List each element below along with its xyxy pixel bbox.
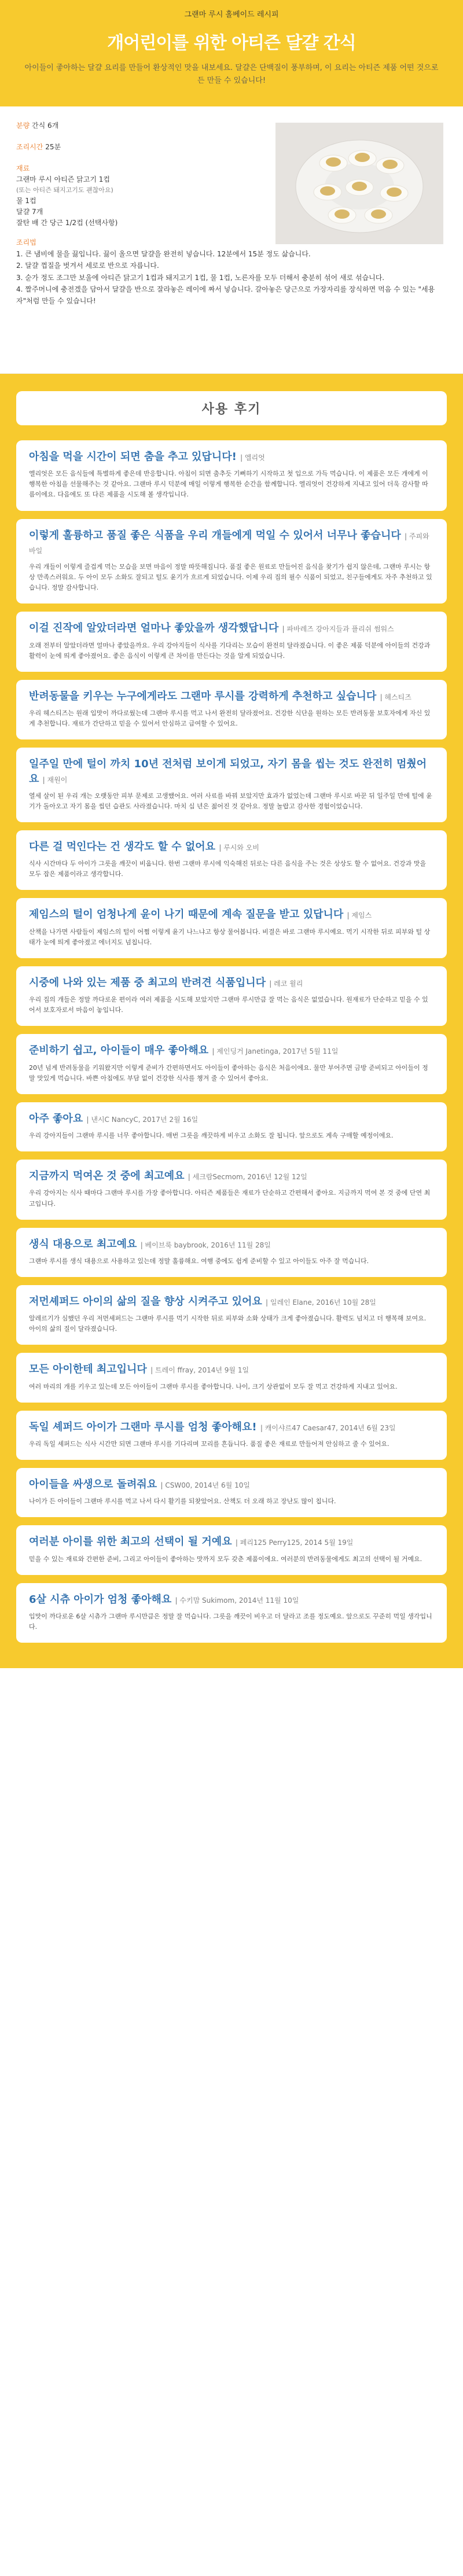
review-title	[29, 1043, 434, 1058]
review-title	[29, 1169, 434, 1183]
ingredient-item: 달걀 7개	[16, 208, 43, 216]
review-card	[16, 1102, 447, 1151]
reviews-title: 사용 후기	[201, 402, 262, 417]
review-body: 20년 넘게 반려동물을 키워왔지만 이렇게 준비가 간편하면서도 아이들이 좋아하는 음식은 처음이에요. 물만 부어주면 금방 준비되고 아이들이 정말 맛있게 먹습니다. 바쁜 아침에도 부담 없이 건강한 식사를 챙겨 줄 수 있어서 좋아요.	[29, 1063, 428, 1082]
serving-label: 분량	[16, 122, 30, 130]
review-title	[29, 1534, 434, 1549]
review-card	[16, 1468, 447, 1517]
brand-label: 그랜마 루시 홀베이드 레시피	[184, 10, 279, 19]
review-body: 산책을 나가면 사람들이 제임스의 털이 어쩜 이렇게 윤기 나느냐고 항상 물어봅니다. 비결은 바로 그랜마 루시예요. 먹기 시작한 뒤로 피부와 털 상태가 눈에 띄게 좋아졌고 에너지도 넘칩니다.	[29, 928, 431, 946]
review-title	[29, 1362, 434, 1377]
review-title	[29, 450, 434, 464]
review-headline: 6살 시츄 아이가 엄청 좋아해요	[29, 1593, 172, 1606]
review-headline: 모든 아이한테 최고입니다	[29, 1363, 147, 1376]
review-byline: | 루시와 오비	[219, 844, 259, 852]
review-title	[29, 1294, 434, 1309]
step-item: 2. 달걀 껍질을 벗겨서 세로로 반으로 자릅니다.	[16, 262, 159, 270]
steps-list	[16, 248, 447, 307]
review-body: 우리 헤스티즈는 원래 입맛이 까다로웠는데 그랜마 루시를 먹고 나서 완전히 달라졌어요. 건강한 식단을 원하는 모든 반려동물 보호자에게 자신 있게 추천합니다. 재료가 간단하고 믿을 수 있어서 안심하고 급여할 수 있어요.	[29, 709, 431, 728]
review-byline: | 트레이 ffray, 2014년 9월 1일	[150, 1366, 249, 1375]
review-byline: | 레코 윌리	[269, 979, 303, 988]
review-card	[16, 1353, 447, 1402]
steps-block	[16, 237, 447, 307]
review-body: 엘리엇은 모든 음식들에 특별하게 좋은데 반응합니다. 아침이 되면 춤추듯 기뻐하기 시작하고 첫 입으로 가득 먹습니다. 이 제품은 모든 개에게 이 행복한 아침을 선물해주는 것 같아요. 그랜마 루시 덕분에 매일 이렇게 행복한 순간을 함께합니다. 엘리엇이 건강하게 지내고 있어 더욱 감사할 따름이에요. 다음에도 또 다른 제품을 시도해 볼 생각입니다.	[29, 470, 428, 499]
review-headline: 준비하기 쉽고, 아이들이 매우 좋아해요	[29, 1044, 209, 1057]
review-title	[29, 1237, 434, 1252]
review-card	[16, 440, 447, 511]
review-title	[29, 1420, 434, 1434]
review-title	[29, 1592, 434, 1607]
review-headline: 저먼셰퍼드 아이의 삶의 질을 향상 시켜주고 있어요	[29, 1296, 262, 1308]
review-body: 우리 강아지는 식사 때마다 그랜마 루시를 가장 좋아합니다. 아티즌 제품들은 재료가 단순하고 간편해서 좋아요. 지금까지 먹여 본 것 중에 단연 최고입니다.	[29, 1189, 431, 1208]
review-headline: 이렇게 훌륭하고 품질 좋은 식품을 우리 개들에게 먹일 수 있어서 너무나 좋습니다	[29, 529, 401, 542]
review-byline: | 낸시C NancyC, 2017년 2월 16일	[86, 1115, 199, 1124]
review-byline: | 세크람Secmom, 2016년 12월 12일	[188, 1173, 307, 1182]
review-card	[16, 898, 447, 958]
ingredients-label: 재료	[16, 164, 30, 172]
review-headline: 독일 셰퍼드 아이가 그랜마 루시를 엄청 좋아해요!	[29, 1421, 257, 1433]
review-card	[16, 680, 447, 739]
review-title	[29, 757, 434, 786]
serving-value: 간식 6개	[32, 122, 59, 130]
review-card	[16, 748, 447, 822]
review-headline: 아침을 먹을 시간이 되면 춤을 추고 있답니다!	[29, 451, 237, 463]
step-item: 1. 큰 냄비에 물을 끓입니다. 끓이 올으면 달걀을 완전히 넣습니다. 12분에서 15분 정도 삶습니다.	[16, 249, 311, 258]
review-headline: 제임스의 털이 엄청나게 윤이 나기 때문에 계속 질문을 받고 있답니다	[29, 908, 344, 921]
ingredient-item: 그랜마 루시 아티즌 닭고기 1컵	[16, 175, 110, 184]
review-body: 그랜마 루시를 생식 대용으로 사용하고 있는데 정말 훌륭해요. 여행 중에도 쉽게 준비할 수 있고 아이들도 아주 잘 먹습니다.	[29, 1257, 369, 1265]
review-body: 열세 살이 된 우리 개는 오랫동안 피부 문제로 고생했어요. 여러 사료를 바꿔 보았지만 효과가 없었는데 그랜마 루시로 바꾼 뒤 일주일 만에 털에 윤기가 돌아오고 자기 몸을 씹던 습관도 사라졌습니다. 마치 십 년은 젊어진 것 같아요. 정말 놀랍고 감사한 경험이었습니다.	[29, 792, 432, 810]
review-byline: | 헤스티즈	[380, 693, 411, 701]
review-headline: 아주 좋아요	[29, 1112, 83, 1125]
review-byline: | CSW00, 2014년 6월 10일	[160, 1481, 250, 1490]
review-headline: 여러분 아이를 위한 최고의 선택이 될 거예요	[29, 1536, 232, 1548]
review-headline: 지금까지 먹여온 것 중에 최고예요	[29, 1170, 185, 1183]
review-card	[16, 612, 447, 671]
review-byline: | 페리125 Perry125, 2014 5월 19일	[235, 1539, 354, 1547]
review-body: 우리 집의 개들은 정말 까다로운 편이라 여러 제품을 시도해 보았지만 그랜마 루시만큼 잘 먹는 음식은 없었습니다. 원재료가 단순하고 믿을 수 있어서 보호자로서 마음이 놓입니다.	[29, 996, 428, 1014]
review-card	[16, 1285, 447, 1345]
review-body: 믿을 수 있는 재료와 간편한 준비, 그리고 아이들이 좋아하는 맛까지 모두 갖춘 제품이에요. 여러분의 반려동물에게도 최고의 선택이 될 거예요.	[29, 1555, 422, 1563]
review-body: 우리 독일 셰퍼드는 식사 시간만 되면 그랜마 루시를 기다리며 꼬리를 흔듭니다. 품질 좋은 재료로 만들어져 안심하고 줄 수 있어요.	[29, 1440, 389, 1448]
review-card	[16, 1160, 447, 1219]
hero-banner	[0, 0, 463, 106]
review-card	[16, 966, 447, 1026]
review-title	[29, 1477, 434, 1492]
review-body: 알레르기가 심했던 우리 저먼셰퍼드는 그랜마 루시를 먹기 시작한 뒤로 피부와 소화 상태가 크게 좋아졌습니다. 활력도 넘치고 더 행복해 보여요. 아이의 삶의 질이 달라졌습니다.	[29, 1315, 427, 1333]
review-title	[29, 528, 434, 557]
review-headline: 다른 걸 먹인다는 건 생각도 할 수 없어요	[29, 841, 216, 853]
review-card	[16, 1228, 447, 1277]
review-title	[29, 840, 434, 854]
review-card	[16, 519, 447, 604]
review-headline: 반려동물을 키우는 누구에게라도 그랜마 루시를 강력하게 추천하고 싶습니다	[29, 690, 377, 702]
review-title	[29, 621, 434, 635]
review-card	[16, 1411, 447, 1460]
time-label: 조리시간	[16, 143, 43, 151]
review-headline: 일주일 만에 털이 까치 10년 전처럼 보이게 되었고, 자기 몸을 씹는 것도 완전히 멈췄어요	[29, 758, 427, 785]
steps-label: 조리법	[16, 238, 36, 246]
review-title	[29, 689, 434, 704]
review-body: 우리 개들이 이렇게 즐겁게 먹는 모습을 보면 마음이 정말 따뜻해집니다. 품질 좋은 원료로 만들어진 음식을 찾기가 쉽지 않은데, 그랜마 루시는 항상 만족스러워요. 두 아이 모두 소화도 잘되고 털도 윤기가 흐르게 되었습니다. 이제 우리 집의 필수 식품이 되었고, 친구들에게도 자주 추천하고 있습니다. 정말 감사합니다.	[29, 562, 432, 592]
step-item: 3. 숟가 정도 조그만 보울에 아티즌 닭고기 1컵과 돼지고기 1컵, 물 1컵, 노른자를 모두 더해서 충분히 섞어 새로 섞습니다.	[16, 273, 385, 282]
review-byline: | 베이브룩 baybrook, 2016년 11월 28일	[140, 1241, 271, 1249]
recipe-section	[0, 106, 463, 374]
review-byline: | 엘리엇	[240, 454, 265, 462]
review-body: 여러 마리의 개를 키우고 있는데 모든 아이들이 그랜마 루시를 좋아합니다. 나이, 크기 상관없이 모두 잘 먹고 건강하게 지내고 있어요.	[29, 1382, 398, 1390]
review-byline: | 주피와 바일	[29, 532, 429, 555]
review-headline: 생식 대용으로 최고예요	[29, 1238, 137, 1250]
reviews-header	[0, 374, 463, 440]
review-headline: 아이들을 싸생으로 돌려줘요	[29, 1478, 157, 1491]
deviled-eggs-image	[275, 123, 443, 244]
review-card	[16, 1525, 447, 1574]
review-card	[16, 1034, 447, 1094]
review-byline: | 일레인 Elane, 2016년 10월 28일	[266, 1298, 376, 1307]
review-byline: | 재원이	[42, 775, 68, 784]
page-title: 개어린이를 위한 아티즌 달걀 간식	[107, 33, 356, 53]
review-byline: | 캐이샤르47 Caesar47, 2014년 6월 23일	[260, 1423, 396, 1432]
step-item: 4. 짤주머니에 충전겠을 담아서 달걀을 반으로 잘라놓은 레이에 짜서 넣습니다. 갈아놓은 당근으로 가장자리를 장식하면 먹음 수 있는 "세용 자"처럼 만들 수 있습니다!	[16, 285, 435, 306]
review-byline: | 수키맘 Sukimom, 2014년 11월 10일	[175, 1596, 299, 1605]
review-card	[16, 1583, 447, 1643]
review-title	[29, 907, 434, 922]
ingredient-item: 잘탄 배 간 당근 1/2컵 (선택사항)	[16, 219, 118, 227]
review-body: 나이가 든 아이들이 그랜마 루시를 먹고 나서 다시 활기를 되찾았어요. 산책도 더 오래 하고 장난도 많이 칩니다.	[29, 1497, 336, 1506]
review-card	[16, 830, 447, 890]
review-byline: | 제임스	[347, 911, 372, 920]
review-byline: | 파바레즈 강아지들과 플리쉬 썸워스	[282, 625, 394, 634]
intro-text: 아이들이 좋아하는 달걀 요리를 만들어 환상적인 맛을 내보세요. 달걀은 단백질이 풍부하며, 이 요리는 아티즌 제품 어떤 것으로든 만들 수 있습니다!	[24, 64, 439, 86]
reviews-title-box	[16, 391, 447, 425]
review-body: 입맛이 까다로운 6살 시츄가 그랜마 루시만큼은 정말 잘 먹습니다. 그릇을 깨끗이 비우고 더 달라고 조를 정도예요. 앞으로도 꾸준히 먹일 생각입니다.	[29, 1612, 432, 1631]
review-headline: 이걸 진작에 알았더라면 얼마나 좋았을까 생각했답니다	[29, 622, 279, 635]
ingredient-item: (또는 아티즌 돼지고기도 괜찮아요)	[16, 186, 113, 194]
review-body: 우리 강아지들이 그랜마 루시를 너무 좋아합니다. 매번 그릇을 깨끗하게 비우고 소화도 잘 됩니다. 앞으로도 계속 구매할 예정이에요.	[29, 1132, 394, 1140]
review-byline: | 제인딩거 Janetinga, 2017년 5월 11일	[212, 1047, 339, 1056]
review-body: 오래 전부터 알았더라면 얼마나 좋았을까요. 우리 강아지들이 식사를 기다리는 모습이 완전히 달라졌습니다. 이 좋은 제품 덕분에 아이들의 건강과 활력이 눈에 띄게 좋아졌어요. 좋은 음식이 이렇게 큰 차이를 만든다는 것을 알게 되었습니다.	[29, 641, 431, 660]
ingredient-item: 물 1컵	[16, 196, 36, 205]
review-title	[29, 1112, 434, 1126]
review-headline: 시중에 나와 있는 제품 중 최고의 반려견 식품입니다	[29, 976, 266, 989]
review-body: 식사 시간마다 두 아이가 그릇을 깨끗이 비웁니다. 한번 그랜마 루시에 익숙해진 뒤로는 다른 음식을 주는 것은 상상도 할 수 없어요. 건강과 맛을 모두 잡은 제품이라고 생각합니다.	[29, 860, 427, 878]
review-title	[29, 976, 434, 990]
time-value: 25분	[45, 143, 61, 151]
reviews-list	[0, 440, 463, 1668]
